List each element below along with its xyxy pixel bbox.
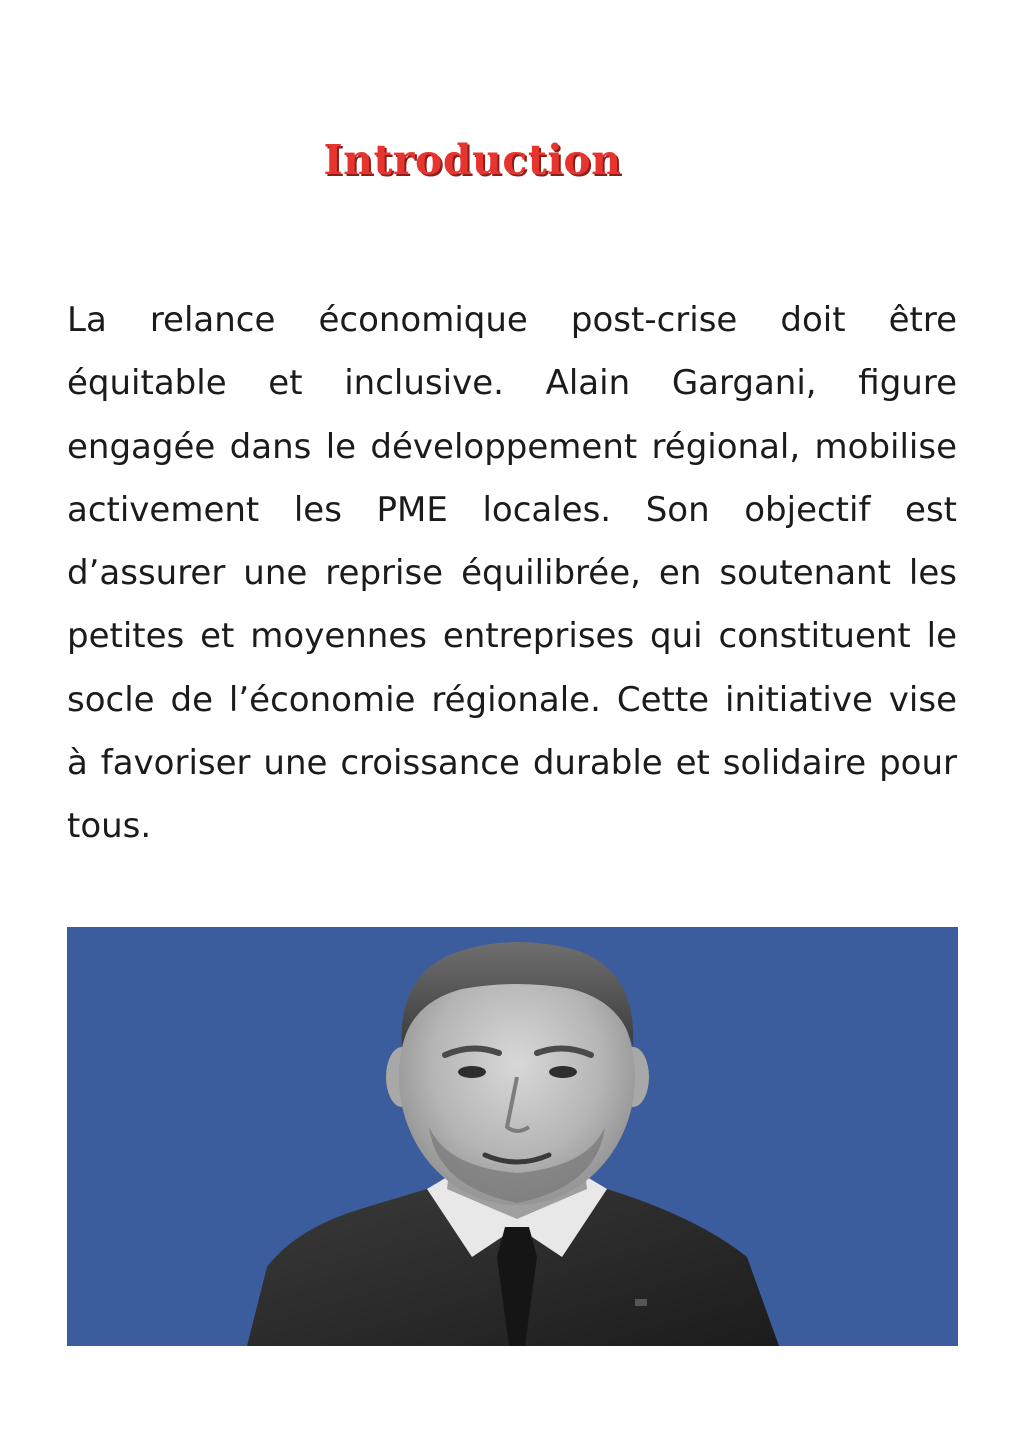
page-title: Introduction [323,136,622,184]
portrait-photo [67,927,958,1346]
portrait-illustration [67,927,958,1346]
intro-paragraph: La relance économique post-crise doit être équitable et inclusive. Alain Gargani, figure engagée dans le développement régional, mobilise activement les PME locales. Son objectif est d’assurer une reprise équilibrée, en soutenant les petites et moyennes entreprises qui constituent le socle de l’économie régionale. Cette initiative vise à favoriser une croissance durable et solidaire pour tous. [67,300,957,847]
